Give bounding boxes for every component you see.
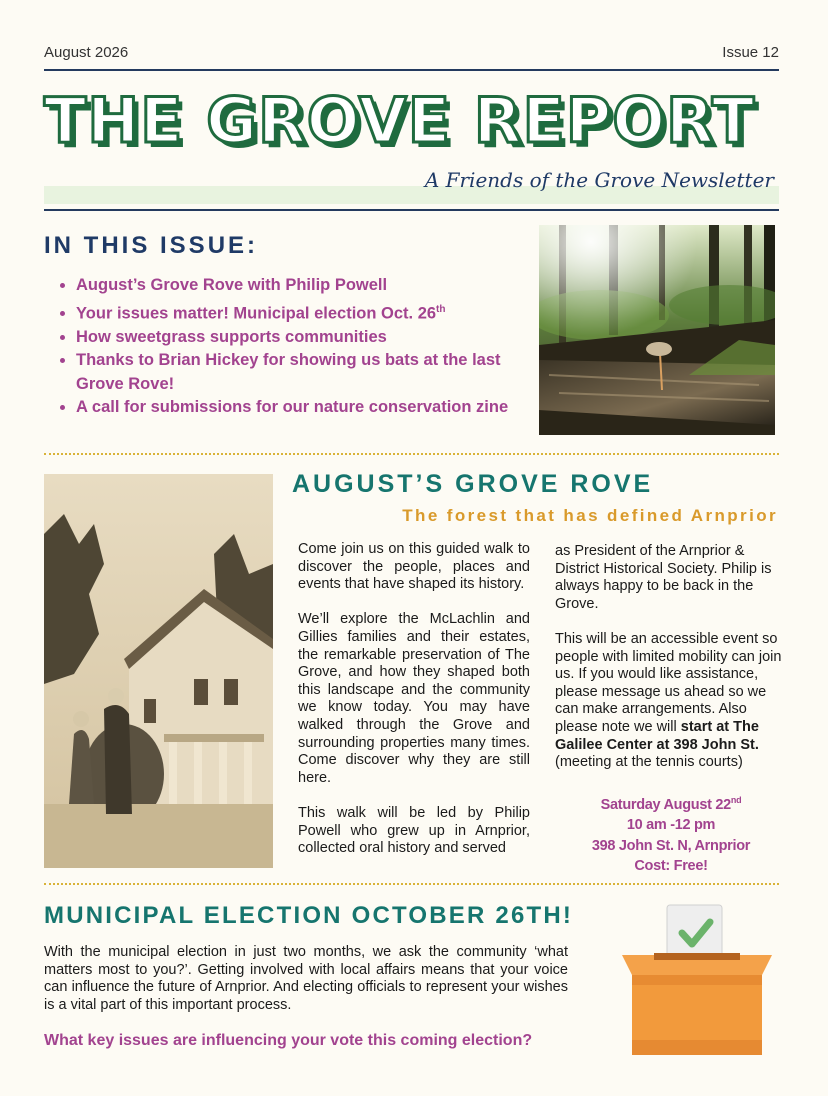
issue-date: August 2026 [44,44,129,61]
list-item: • A call for submissions for our nature conservation zine [76,396,516,420]
event-cost: Cost: Free! [634,858,708,875]
event-location: 398 John St. N, Arnprior [591,837,751,854]
section-divider [44,453,779,455]
event-details [555,790,787,877]
newsletter-tagline: A Friends of the Grove Newsletter [424,168,774,192]
meeting-location: start at The Galilee Center at 398 John St. [555,718,759,753]
event-time: 10 am -12 pm [626,817,716,834]
article-paragraph: This walk will be led by Philip Powell who grew up in Arnprior, collected oral history and served [298,804,530,857]
grove-rove-subheading: The forest that has defined Arnprior [402,506,778,525]
municipal-election-body: With the municipal election in just two months, we ask the community ‘what matters most to you?’. Getting involved with local affairs means that your voice can influence the future of Arnprior. And electing officials to represent your wishes is a vital part of this important process. [44,944,568,1013]
municipal-election-heading: MUNICIPAL ELECTION OCTOBER 26TH! [44,902,574,929]
grove-rove-column-2 [555,543,783,789]
list-item: • Your issues matter! Municipal election Oct. 26th [76,298,516,326]
forest-mushroom-photo [539,225,775,435]
in-this-issue-list [54,274,516,420]
newsletter-title: THE GROVE REPORT [44,84,756,157]
in-this-issue-heading: IN THIS ISSUE: [44,232,259,259]
grove-rove-heading: AUGUST’S GROVE ROVE [292,470,654,498]
grove-rove-column-1 [298,541,530,875]
issue-number: Issue 12 [722,44,779,61]
historic-house-photo [44,474,273,868]
ballot-box-icon [612,900,782,1060]
list-item: • Thanks to Brian Hickey for showing us bats at the last Grove Rove! [76,349,516,396]
section-divider [44,883,779,885]
header-rule-top [44,69,779,71]
event-date: Saturday August 22nd [600,795,742,813]
article-paragraph: We’ll explore the McLachlin and Gillies families and their estates, the remarkable preservation of The Grove, and how they shaped both this landscape and the community we know today. You may have walked through the Grove and surrounding properties many times. Come discover why they are still here. [298,611,530,786]
list-item: • How sweetgrass supports communities [76,326,516,350]
article-paragraph: This will be an accessible event so people with limited mobility can join us. If you would like assistance, please message us ahead so we can make arrangements. Also please note we will start at The Galilee Center at 398 John St. (meeting at the tennis courts) [555,630,782,771]
municipal-election-question: What key issues are influencing your vote this coming election? [44,1032,533,1049]
article-paragraph: as President of the Arnprior & District Historical Society. Philip is always happy to be back in the Grove. [555,543,772,612]
header-rule-bottom [44,209,779,211]
article-paragraph: Come join us on this guided walk to discover the people, places and events that have shaped its history. [298,541,530,593]
list-item: • August’s Grove Rove with Philip Powell [76,274,516,298]
